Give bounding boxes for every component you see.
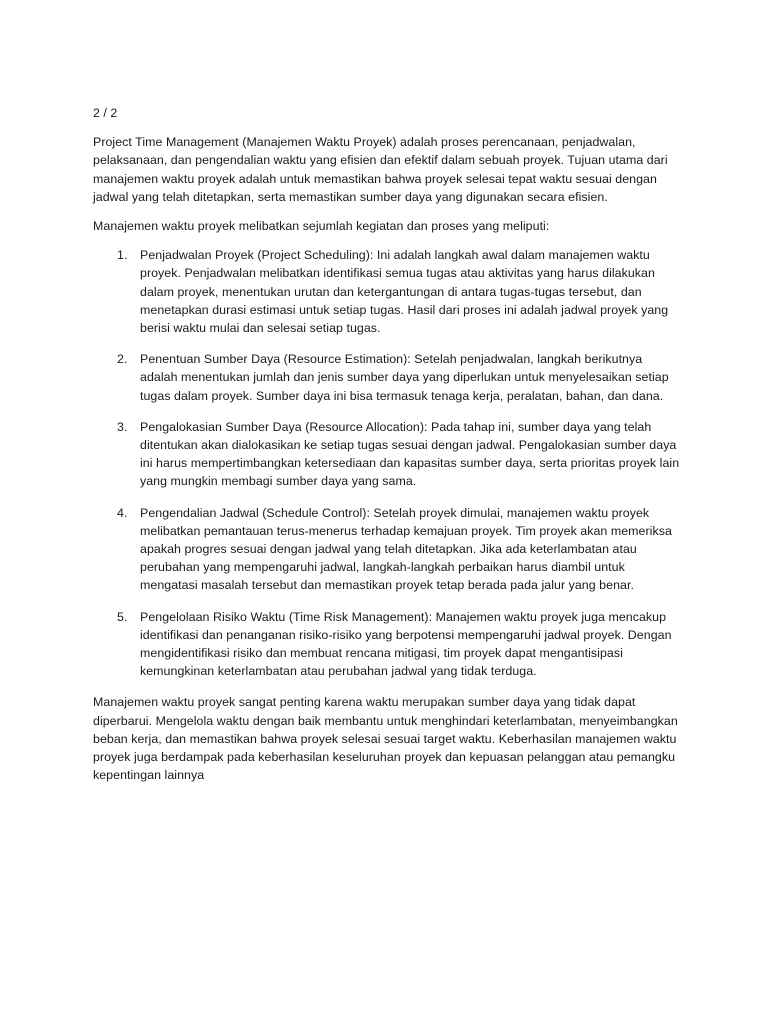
list-item-number: 1. [117,248,128,263]
list-item-text: Pengalokasian Sumber Daya (Resource Allocation): Pada tahap ini, sumber daya yang telah ditentukan akan dialokasikan ke setiap tugas sesuai dengan jadwal. Pengalokasian sumber daya ini harus mempertimbangkan ketersediaan dan kapasitas sumber daya, serta prioritas proyek lain yang mungkin membagi sumber daya yang sama. [140,419,680,489]
list-item-text: Pengendalian Jadwal (Schedule Control): Setelah proyek dimulai, manajemen waktu proyek melibatkan pemantauan terus-menerus terhadap kemajuan proyek. Tim proyek akan memeriksa apakah progres sesuai dengan jadwal yang telah ditetapkan. Jika ada keterlambatan atau perubahan yang mempengaruhi jadwal, langkah-langkah perbaikan harus diambil untuk mengatasi masalah tersebut dan memastikan proyek tetap berada pada jalur yang benar. [140,505,672,593]
list-item-text: Penentuan Sumber Daya (Resource Estimation): Setelah penjadwalan, langkah berikutnya adalah menentukan jumlah dan jenis sumber daya yang diperlukan untuk menyelesaikan setiap tugas dalam proyek. Sumber daya ini bisa termasuk tenaga kerja, peralatan, bahan, dan dana. [140,352,669,403]
document-page [93,104,683,785]
list-item-number: 2. [117,352,128,367]
intro-paragraph: Project Time Management (Manajemen Waktu Proyek) adalah proses perencanaan, penjadwalan, pelaksanaan, dan pengendalian waktu yang efisien dan efektif dalam sebuah proyek. Tujuan utama dari manajemen waktu proyek adalah untuk memastikan bahwa proyek selesai tepat waktu sesuai dengan jadwal yang telah ditetapkan, serta memastikan sumber daya yang digunakan secara efisien. [93,135,668,204]
page-number: 2 / 2 [93,106,118,120]
list-item [93,608,683,681]
list-item [93,246,683,337]
list-item [93,350,683,405]
list-item-text: Penjadwalan Proyek (Project Scheduling): Ini adalah langkah awal dalam manajemen waktu proyek. Penjadwalan melibatkan identifikasi semua tugas atau aktivitas yang harus dilakukan dalam proyek, menentukan urutan dan ketergantungan di antara tugas-tugas tersebut, dan menetapkan durasi estimasi untuk setiap tugas. Hasil dari proses ini adalah jadwal proyek yang berisi waktu mulai dan selesai setiap tugas. [140,248,669,336]
list-item-text: Pengelolaan Risiko Waktu (Time Risk Management): Manajemen waktu proyek juga mencakup identifikasi dan penanganan risiko-risiko yang berpotensi mempengaruhi jadwal proyek. Dengan mengidentifikasi risiko dan membuat rencana mitigasi, tim proyek dapat mengantisipasi kemungkinan keterlambatan atau perubahan jadwal yang tidak terduga. [140,609,672,679]
list-item-number: 5. [117,609,128,624]
list-lead-paragraph: Manajemen waktu proyek melibatkan sejumlah kegiatan dan proses yang meliputi: [93,219,550,234]
activities-list [93,246,683,680]
list-item-number: 3. [117,419,128,434]
closing-paragraph: Manajemen waktu proyek sangat penting karena waktu merupakan sumber daya yang tidak dapat diperbarui. Mengelola waktu dengan baik membantu untuk menghindari keterlambatan, menyeimbangkan beban kerja, dan memastikan bahwa proyek selesai sesuai target waktu. Keberhasilan manajemen waktu proyek juga berdampak pada keberhasilan keseluruhan proyek dan kepuasan pelanggan atau pemangku kepentingan lainnya [93,695,678,783]
list-item [93,418,683,491]
list-item [93,504,683,595]
list-item-number: 4. [117,505,128,520]
